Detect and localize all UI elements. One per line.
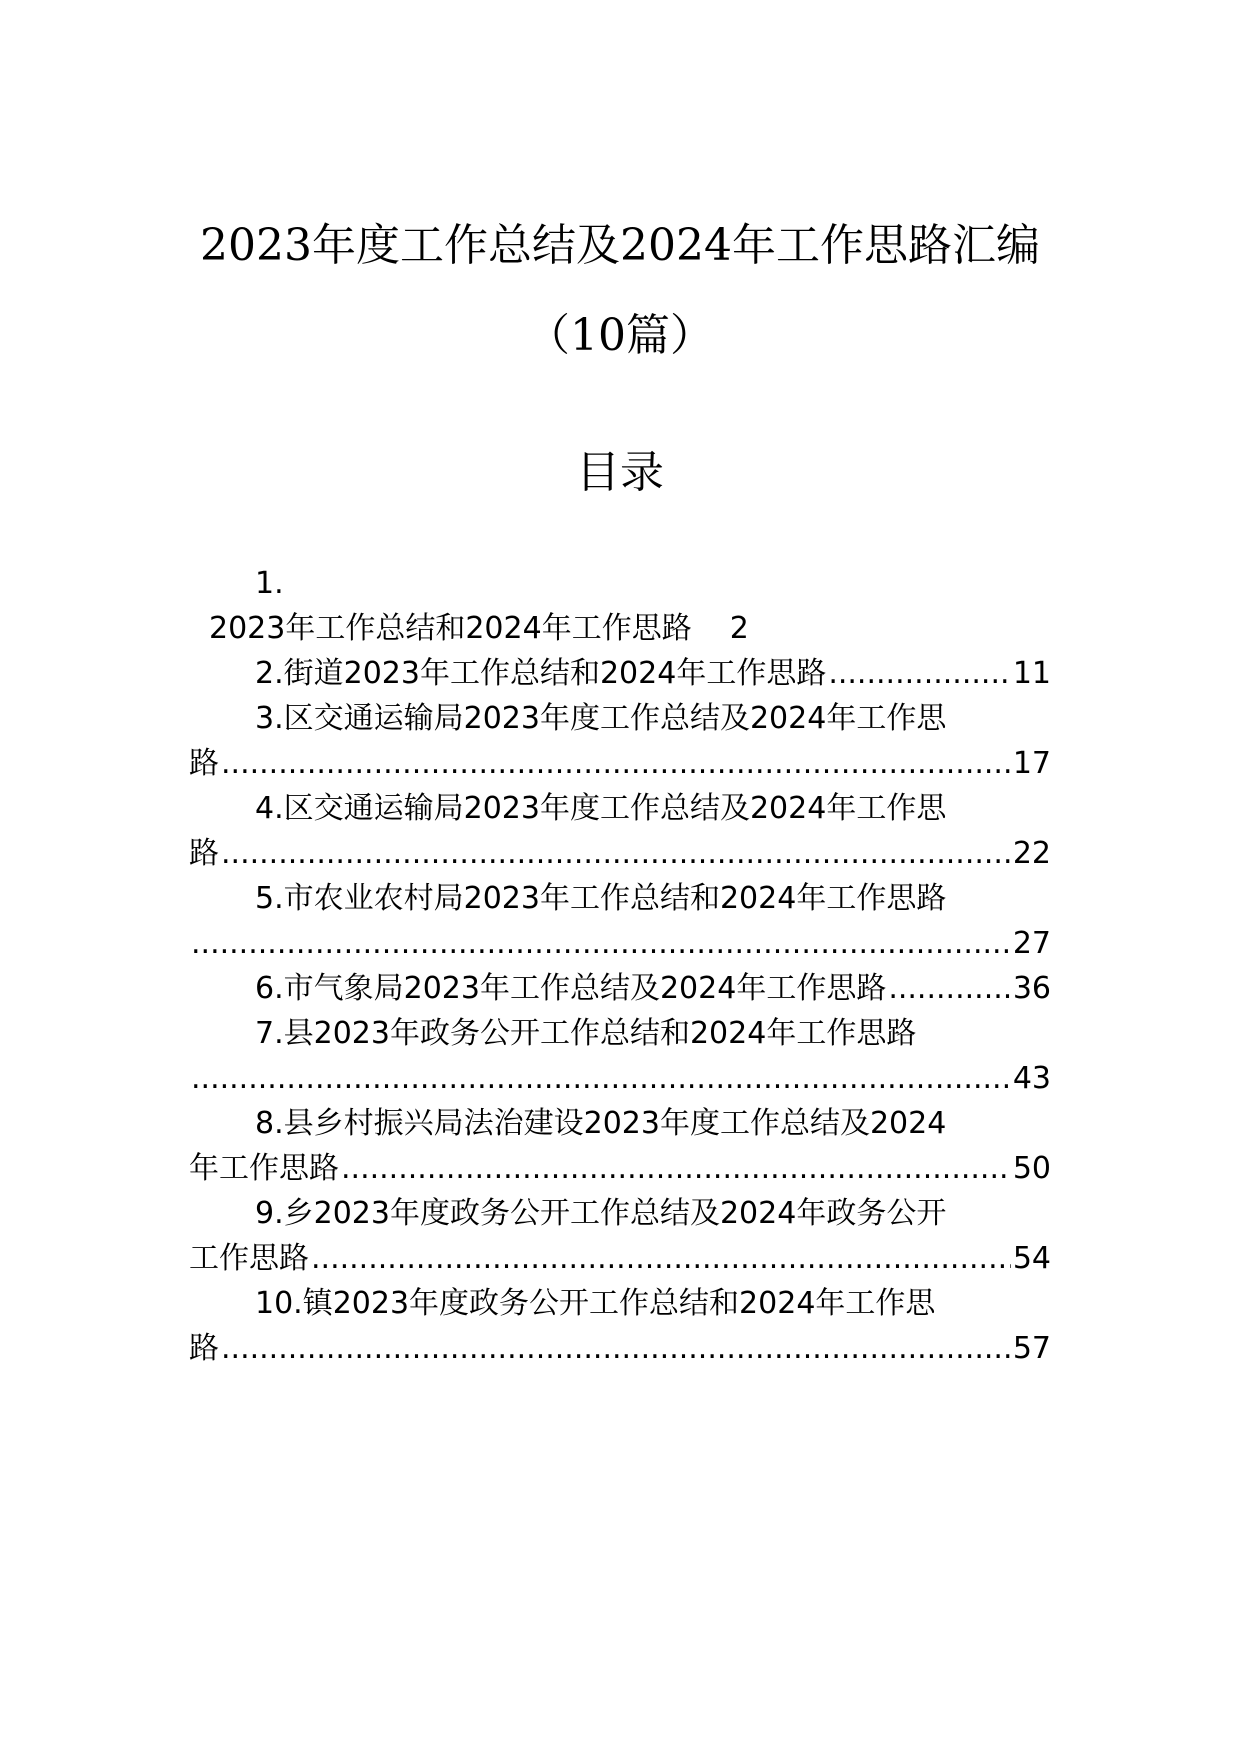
toc-dot-leader — [191, 921, 1011, 966]
table-of-contents — [189, 561, 1051, 1371]
toc-entry-8-line-2[interactable] — [189, 1146, 1051, 1191]
toc-entry-page: 27 — [1012, 926, 1051, 961]
toc-heading: 目录 — [576, 447, 664, 498]
toc-entry-page: 54 — [1012, 1241, 1051, 1276]
toc-entry-page: 50 — [1012, 1151, 1051, 1186]
toc-entry-8-line-1[interactable]: 8.县乡村振兴局法治建设2023年度工作总结及2024 — [255, 1106, 947, 1141]
toc-dot-leader — [191, 1056, 1011, 1101]
toc-entry-1-number[interactable]: 1. — [255, 566, 284, 601]
toc-entry-title: 6.市气象局2023年工作总结及2024年工作思路 — [255, 971, 887, 1006]
toc-entry-10-line-1[interactable]: 10.镇2023年度政务公开工作总结和2024年工作思 — [255, 1286, 936, 1321]
toc-entry-3-line-2[interactable] — [189, 741, 1051, 786]
toc-entry-9-line-2[interactable] — [189, 1236, 1051, 1281]
toc-entry-7-line-1[interactable]: 7.县2023年政务公开工作总结和2024年工作思路 — [255, 1016, 917, 1051]
toc-entry-title-continued: 路 — [189, 746, 219, 781]
toc-entry-page: 57 — [1012, 1331, 1051, 1366]
toc-dot-leader — [221, 831, 1011, 876]
toc-entry-page: 11 — [1012, 656, 1051, 691]
toc-entry-4-line-1[interactable]: 4.区交通运输局2023年度工作总结及2024年工作思 — [255, 791, 947, 826]
toc-entry-title-continued: 工作思路 — [189, 1241, 309, 1276]
toc-entry-title: 2.街道2023年工作总结和2024年工作思路 — [255, 656, 827, 691]
toc-dot-leader — [341, 1146, 1011, 1191]
toc-entry-title: 2023年工作总结和2024年工作思路 — [209, 611, 692, 646]
document-title-line-1: 2023年度工作总结及2024年工作思路汇编 — [200, 220, 1040, 271]
toc-entry-1[interactable] — [189, 606, 1051, 651]
toc-entry-page: 17 — [1012, 746, 1051, 781]
toc-entry-4-line-2[interactable] — [189, 831, 1051, 876]
toc-entry-5-line-2[interactable] — [189, 921, 1051, 966]
toc-entry-page: 43 — [1012, 1061, 1051, 1096]
toc-dot-leader — [221, 741, 1011, 786]
toc-dot-leader — [311, 1236, 1011, 1281]
toc-entry-10-line-2[interactable] — [189, 1326, 1051, 1371]
toc-entry-3-line-1[interactable]: 3.区交通运输局2023年度工作总结及2024年工作思 — [255, 701, 947, 736]
toc-entry-page: 36 — [1012, 971, 1051, 1006]
toc-entry-page: 22 — [1012, 836, 1051, 871]
document-title-line-2: （10篇） — [526, 310, 714, 361]
toc-entry-9-line-1[interactable]: 9.乡2023年度政务公开工作总结及2024年政务公开 — [255, 1196, 947, 1231]
toc-dot-leader — [888, 966, 1010, 1011]
toc-entry-title-continued: 路 — [189, 836, 219, 871]
toc-entry-page: 2 — [729, 611, 749, 646]
toc-entry-2[interactable] — [189, 651, 1051, 696]
toc-entry-7-line-2[interactable] — [189, 1056, 1051, 1101]
toc-entry-6[interactable] — [189, 966, 1051, 1011]
toc-dot-leader — [828, 651, 1010, 696]
toc-dot-leader — [221, 1326, 1011, 1371]
toc-entry-title-continued: 路 — [189, 1331, 219, 1366]
toc-entry-5-line-1[interactable]: 5.市农业农村局2023年工作总结和2024年工作思路 — [255, 881, 947, 916]
toc-entry-title-continued: 年工作思路 — [189, 1151, 339, 1186]
